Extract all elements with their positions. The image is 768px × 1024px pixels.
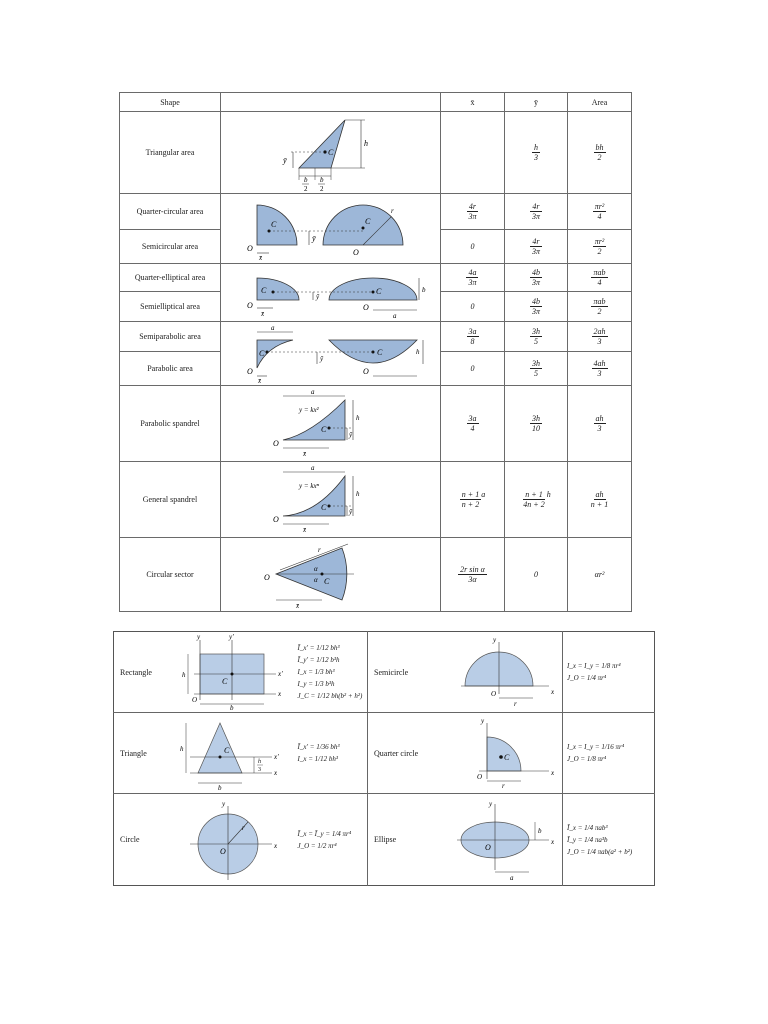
label-h: h: [355, 413, 359, 422]
shape-name: Parabolic spandrel: [120, 386, 221, 462]
rectangle-formulas: [294, 632, 368, 713]
formula: Ī_x′ = 1/12 bh³: [297, 644, 340, 652]
label-2b: 2: [319, 184, 323, 192]
area-value: $\frac{ah}{n + 1}$: [590, 490, 609, 509]
label-y: y: [196, 634, 200, 641]
xbar-suffix: a: [481, 490, 486, 499]
label-c: C: [320, 502, 326, 512]
ellipse-formulas: [563, 794, 655, 886]
label-r: r: [501, 782, 505, 789]
xbar-cell: [441, 322, 505, 352]
shape-name: Triangular area: [120, 112, 221, 194]
general-spandrel-figure: [221, 462, 441, 538]
semiellipse-shape: [329, 278, 417, 300]
label-x: x: [277, 690, 281, 698]
shape-name: Quarter-elliptical area: [120, 264, 221, 292]
label-x: x: [550, 688, 554, 696]
label-o: O: [191, 696, 197, 704]
area-value: $\frac{2ah}{3}$: [593, 327, 606, 346]
label-ybar: ȳ: [348, 507, 352, 516]
parabola-pair-figure: [221, 322, 441, 386]
inertia-row-2: [114, 713, 655, 794]
formula: J_O = 1/8 πr⁴: [567, 755, 607, 763]
ybar-cell: [505, 352, 568, 386]
ybar-value: $\frac{3h}{5}$: [532, 359, 540, 378]
ybar-cell: [505, 230, 568, 264]
xbar-cell: [441, 264, 505, 292]
area-cell: [568, 352, 632, 386]
ybar-cell: [505, 322, 568, 352]
area-cell: [568, 462, 632, 538]
quarter-circle-figure: [456, 713, 563, 794]
label-y: y: [488, 799, 492, 808]
label-xbar: x̄: [257, 376, 261, 384]
formula: I_x = 1/3 bh³: [297, 668, 335, 676]
label-c: C: [327, 147, 333, 157]
shape-name: Circular sector: [120, 538, 221, 612]
xbar-value: $\frac{n + 1}{n + 2}$: [461, 490, 480, 509]
label-o2: O: [352, 247, 359, 257]
formula: J_O = 1/2 πr⁴: [297, 841, 337, 850]
xbar-value: 0: [470, 364, 475, 373]
label-x: x: [550, 769, 554, 777]
label-ybar: ȳ: [282, 155, 287, 165]
quarter-circle-diagram: [457, 717, 561, 789]
centroid-dot: [323, 150, 326, 153]
label-2a: 2: [303, 184, 307, 192]
label-h: h: [355, 489, 359, 498]
xbar-cell: [441, 230, 505, 264]
label-o2: O: [362, 366, 369, 376]
ellipse-diagram: [457, 798, 561, 882]
label-b: b: [217, 784, 221, 791]
centroid-dot: [218, 756, 221, 759]
ybar-cell: [505, 264, 568, 292]
semicircle-formulas: [563, 632, 655, 713]
semicircle-figure: [456, 632, 563, 713]
xbar-value: $\frac{4a}{3\pi}$: [468, 268, 477, 287]
xbar-cell: [441, 462, 505, 538]
label-y: y: [221, 799, 225, 808]
semicircle-diagram: [457, 636, 561, 708]
inertia-row-1: [114, 632, 655, 713]
general-spandrel-diagram: [261, 464, 401, 536]
area-cell: [568, 292, 632, 322]
xbar-value: $\frac{3a}{4}$: [468, 414, 477, 433]
shape-name-ellipse: Ellipse: [368, 794, 456, 886]
quarter-semi-circle-diagram: [231, 197, 431, 261]
circular-sector-figure: [221, 538, 441, 612]
label-y: y: [480, 717, 484, 725]
label-ybar: ȳ: [311, 233, 316, 243]
label-b: b: [229, 704, 233, 710]
ybar-cell: [505, 292, 568, 322]
area-cell: [568, 264, 632, 292]
ybar-value: $\frac{4b}{3\pi}$: [531, 297, 540, 316]
label-eq: y = kxⁿ: [298, 481, 319, 490]
label-c: C: [320, 424, 326, 434]
centroid-dot: [320, 572, 323, 575]
shape-name: Parabolic area: [120, 352, 221, 386]
label-o: O: [484, 842, 491, 852]
formula: J_C = 1/12 bh(b² + h²): [297, 692, 363, 700]
formula: J_O = 1/4 πab(a² + b²): [567, 847, 633, 856]
label-c: C: [503, 753, 510, 762]
row-circular-sector: [120, 538, 632, 612]
label-alpha2: α: [313, 575, 318, 584]
label-h: h: [363, 138, 368, 148]
area-cell: [568, 112, 632, 194]
formula: I_x = 1/12 bh³: [297, 755, 338, 763]
shape-name-circle: Circle: [120, 835, 140, 844]
formula: Ī_y = 1/4 πa³b: [567, 835, 608, 844]
area-value: $\frac{bh}{2}$: [595, 143, 604, 162]
shape-name: Semicircular area: [120, 230, 221, 264]
ybar-value: $\frac{n + 1}{4n + 2}$: [523, 490, 545, 509]
xbar-value: $\frac{\text{2r sin α}}{3\alpha}$: [460, 565, 485, 584]
xbar-value: 0: [470, 242, 475, 251]
xbar-cell: [441, 386, 505, 462]
label-c2: C: [375, 286, 381, 296]
triangle-diagram-2: [180, 715, 290, 791]
xbar-cell: [441, 194, 505, 230]
label-xprime: x′: [277, 670, 283, 678]
label-c: C: [221, 677, 227, 686]
header-figure: [221, 93, 441, 112]
label-xbar: x̄: [295, 601, 299, 610]
label-ybar: ȳ: [319, 354, 323, 363]
label-h: h: [179, 745, 183, 753]
shape-name-rectangle: Rectangle: [114, 632, 176, 713]
label-x: x: [273, 769, 277, 777]
circular-sector-diagram: [256, 540, 406, 610]
formula: I_x = I_y = 1/16 πr⁴: [567, 743, 625, 751]
label-h: h: [181, 671, 185, 679]
area-value: $\frac{ah}{3}$: [595, 414, 604, 433]
label-o1: O: [246, 366, 253, 376]
xbar-cell: [441, 538, 505, 612]
label-o: O: [272, 514, 279, 524]
quarter-circle-formulas: [563, 713, 655, 794]
ybar-value: $\frac{4r}{3\pi}$: [531, 237, 540, 256]
shape-name: Semiparabolic area: [120, 322, 221, 352]
header-ybar: ȳ: [505, 93, 568, 112]
label-r: r: [513, 700, 517, 708]
label-o: O: [490, 690, 496, 698]
header-area: Area: [568, 93, 632, 112]
inertia-table: [113, 631, 655, 886]
ybar-value: $\frac{3h}{5}$: [532, 327, 540, 346]
row-semiparabolic-area: [120, 322, 632, 352]
area-value: αr²: [594, 570, 605, 579]
label-a: a: [392, 311, 396, 320]
ellipse-pair-figure: [221, 264, 441, 322]
xbar-value: $\frac{3a}{8}$: [468, 327, 477, 346]
row-quarter-elliptical-area: [120, 264, 632, 292]
area-value: $\frac{\text{πab}}{4}$: [593, 268, 606, 287]
area-value: $\frac{\text{πab}}{2}$: [593, 297, 606, 316]
label-c1: C: [270, 219, 276, 229]
shape-name-triangle: Triangle: [114, 713, 176, 794]
label-o: O: [263, 572, 270, 582]
label-o: O: [476, 773, 482, 781]
triangle-figure: [221, 112, 441, 194]
semiparabolic-diagram: [231, 324, 431, 384]
label-x: x: [273, 841, 277, 850]
centroid-table: [119, 92, 632, 612]
label-r: r: [390, 206, 394, 215]
triangle-formulas: [294, 713, 368, 794]
xbar-cell: [441, 292, 505, 322]
formula: Ī_x = Ī_y = 1/4 πr⁴: [297, 829, 352, 838]
inertia-row-3: [114, 794, 655, 886]
ybar-value: $\frac{4r}{3\pi}$: [531, 202, 540, 221]
label-o1: O: [246, 243, 253, 253]
label-h: h: [415, 347, 419, 356]
label-b: b: [421, 285, 425, 294]
ybar-value: $\frac{4b}{3\pi}$: [531, 268, 540, 287]
ybar-cell: [505, 538, 568, 612]
formula: I_x = I_y = 1/8 πr⁴: [567, 662, 621, 670]
formula: I_y = 1/3 b³h: [297, 680, 335, 688]
ybar-cell: [505, 194, 568, 230]
circle-formulas: [294, 794, 368, 886]
label-c: C: [223, 746, 229, 755]
label-ybar: ȳ: [315, 292, 319, 301]
xbar-value: $\frac{4r}{3\pi}$: [468, 202, 477, 221]
label-r: r: [317, 545, 321, 554]
centroid-header-row: [120, 93, 632, 112]
formula: Ī_y′ = 1/12 b³h: [297, 656, 340, 664]
rectangle-diagram: [180, 634, 290, 710]
xbar-cell: [441, 112, 505, 194]
label-ybar: ȳ: [348, 430, 352, 439]
centroid-dot: [499, 755, 503, 759]
label-a: a: [270, 323, 274, 332]
quarter-semi-ellipse-diagram: [231, 266, 431, 320]
circle-pair-figure: [221, 194, 441, 264]
centroid-dot-2: [361, 226, 364, 229]
label-b: b: [537, 826, 542, 835]
label-c2: C: [364, 216, 370, 226]
area-value: $\frac{\text{πr²}}{2}$: [594, 237, 605, 256]
row-triangular-area: [120, 112, 632, 194]
circle-figure: [176, 794, 294, 886]
label-a: a: [310, 387, 314, 396]
label-c1: C: [260, 285, 266, 295]
label-b1: b: [303, 175, 307, 184]
label-x: x: [550, 837, 554, 846]
formula: Ī_x′ = 1/36 bh³: [297, 743, 340, 751]
label-h3-den: 3: [257, 767, 261, 773]
label-c2: C: [376, 347, 382, 357]
shape-name: Quarter-circular area: [120, 194, 221, 230]
header-shape: Shape: [120, 93, 221, 112]
area-value: $\frac{4ah}{3}$: [593, 359, 606, 378]
quarter-circle-shape: [257, 205, 297, 245]
shape-name: Semielliptical area: [120, 292, 221, 322]
triangle-shape: [299, 120, 345, 168]
ybar-value: 0: [534, 570, 538, 579]
label-xbar: x̄: [302, 449, 306, 458]
ybar-cell: [505, 386, 568, 462]
area-value: $\frac{\text{πr²}}{4}$: [594, 202, 605, 221]
circle-diagram: [180, 798, 290, 882]
label-h3-num: h: [257, 759, 261, 765]
xbar-value: 0: [470, 302, 475, 311]
label-o: O: [272, 438, 279, 448]
label-xbar: x̄: [302, 525, 306, 534]
label-a: a: [509, 873, 514, 882]
label-xbar: x̄: [260, 309, 264, 318]
label-o1: O: [246, 300, 253, 310]
centroid-dot: [230, 673, 233, 676]
label-xbar: x̄: [258, 253, 262, 261]
row-general-spandrel: [120, 462, 632, 538]
shape-name-quarter-circle: Quarter circle: [368, 713, 456, 794]
triangle-shape: [198, 723, 242, 773]
label-yprime: y′: [228, 634, 234, 641]
ybar-cell: [505, 462, 568, 538]
area-cell: [568, 386, 632, 462]
parabolic-spandrel-figure: [221, 386, 441, 462]
label-o: O: [219, 846, 226, 856]
parabolic-spandrel-diagram: [261, 388, 401, 460]
label-y: y: [492, 636, 496, 644]
ellipse-figure: [456, 794, 563, 886]
label-c: C: [323, 576, 329, 586]
label-c1: C: [258, 348, 264, 358]
label-r: r: [241, 823, 245, 832]
formula: J_O = 1/4 πr⁴: [567, 674, 607, 682]
label-o2: O: [362, 302, 369, 312]
triangle-diagram: [271, 114, 391, 192]
area-cell: [568, 230, 632, 264]
area-cell: [568, 538, 632, 612]
ybar-value: $\frac{3h}{10}$: [532, 414, 540, 433]
rectangle-figure: [176, 632, 294, 713]
ybar-cell: [505, 112, 568, 194]
shape-name: General spandrel: [120, 462, 221, 538]
header-xbar: x̄: [441, 93, 505, 112]
formula: Ī_x = 1/4 πab³: [567, 823, 608, 832]
label-xprime: x′: [273, 753, 279, 761]
ybar-suffix: h: [546, 490, 551, 499]
label-alpha1: α: [313, 564, 318, 573]
label-a: a: [310, 463, 314, 472]
label-b2: b: [319, 175, 323, 184]
row-quarter-circular-area: [120, 194, 632, 230]
area-cell: [568, 322, 632, 352]
xbar-cell: [441, 352, 505, 386]
area-cell: [568, 194, 632, 230]
label-eq: y = kx²: [298, 405, 319, 414]
ybar-value: $\frac{h}{3}$: [534, 143, 538, 162]
triangle-figure: [176, 713, 294, 794]
row-parabolic-spandrel: [120, 386, 632, 462]
shape-name-semicircle: Semicircle: [368, 632, 456, 713]
